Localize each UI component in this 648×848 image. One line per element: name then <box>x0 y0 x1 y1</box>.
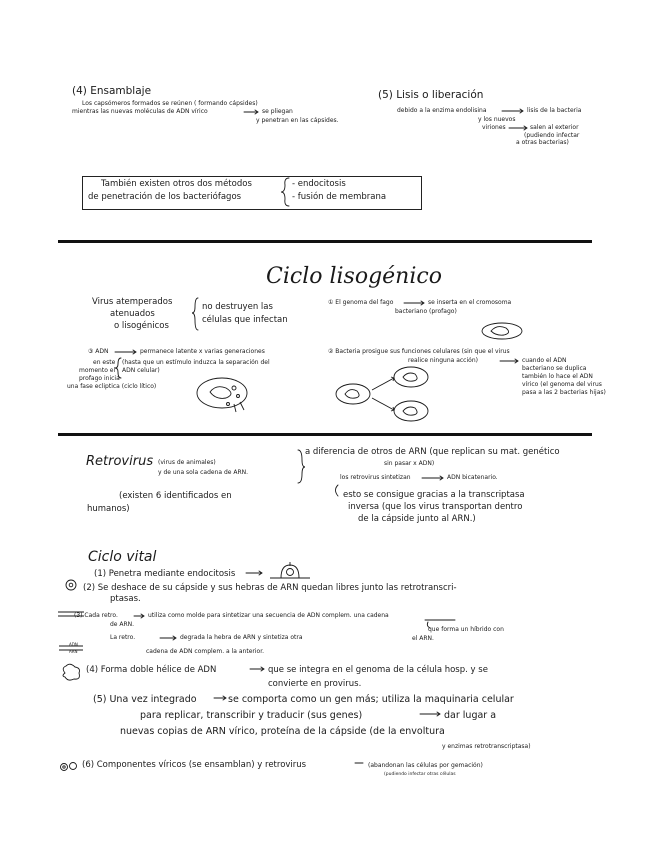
retrovirus-exist1: (existen 6 identificados en <box>119 491 232 501</box>
lisis-line3a: viriones <box>482 124 506 131</box>
lisis-line4: (pudiendo infectar <box>524 132 580 139</box>
retrovirus-r3b: ADN bicatenario. <box>447 474 498 481</box>
lisogenico-title: Ciclo lisogénico <box>266 264 442 289</box>
arrow-step1 <box>404 301 424 305</box>
cv-step3b: utiliza como molde para sintetizar una secuencia de ADN complem. una cadena <box>148 612 389 619</box>
lisis-line1-end: lisis de la bacteria <box>527 107 582 114</box>
margin-icons <box>58 580 84 771</box>
retrovirus-brace <box>298 450 305 483</box>
virus-particle <box>287 569 294 576</box>
retrovirus-r6: de la cápside junto al ARN.) <box>358 514 476 524</box>
arrow-viriones <box>509 126 527 130</box>
box-brace <box>281 178 289 206</box>
step2-l2b: cuando el ADN <box>522 357 567 364</box>
arrow-step3 <box>115 350 136 354</box>
arrow-daughter-2 <box>372 398 394 411</box>
cv-step2b: ptasas. <box>110 594 141 604</box>
host-chromosome <box>210 387 231 399</box>
box-right2: - fusión de membrana <box>292 192 387 202</box>
daughter-chromosome-1 <box>403 373 417 381</box>
arrow-step1-cv <box>246 571 262 575</box>
cv-step5f: y enzimas retrotranscriptasa) <box>442 743 531 750</box>
retrovirus-r4: esto se consigue gracias a la transcriptasa <box>343 490 525 500</box>
cv-step5b: se comporta como un gen más; utiliza la maquinaria celular <box>228 694 514 705</box>
division-sketch <box>336 367 428 421</box>
arrow-step4-cv <box>250 667 264 671</box>
daughter-chromosome-2 <box>403 407 417 415</box>
host-cell-outline <box>197 378 247 408</box>
cv-step3d: que forma un híbrido con <box>428 626 504 633</box>
cv-step5e: nuevas copias de ARN vírico, proteína de la cápside (de la envoltura <box>120 726 445 737</box>
lisis-line3b: salen al exterior <box>530 124 579 131</box>
step1-l1b: se inserta en el cromosoma <box>428 299 512 306</box>
mother-chromosome <box>345 390 359 399</box>
cv-step6b: (abandonan las células por gemación) <box>368 762 483 769</box>
icon-step4-cell <box>63 664 80 680</box>
step3-l3b: ADN celular) <box>122 367 160 374</box>
virus-l3: o lisogénicos <box>114 321 169 331</box>
arrow-step5-cv <box>214 696 226 700</box>
invagination <box>281 565 299 578</box>
ensamblaje-line2: mientras las nuevas moléculas de ADN vírico <box>72 108 208 115</box>
cv-step3h: cadena de ADN complem. a la anterior. <box>146 648 265 655</box>
ensamblaje-arrow-b: y penetran en las cápsides. <box>256 117 339 124</box>
step3-l1b: permanece latente x varias generaciones <box>140 348 265 355</box>
icon-step6-b <box>70 763 77 770</box>
daughter-cell-1 <box>394 367 428 387</box>
step3-l2b: (hasta que un estímulo induzca la separación del <box>122 359 270 366</box>
step3-l1: ③ ADN <box>88 348 109 355</box>
arrow-retrovirus <box>422 476 443 480</box>
icon-step6-a <box>61 764 68 771</box>
phage-dot-1 <box>232 386 236 390</box>
retrovirus-title: Retrovirus <box>86 454 154 469</box>
virus-l2: atenuados <box>110 309 155 319</box>
step3-l3a: momento el <box>79 367 116 374</box>
arrow-step5-dar <box>420 712 440 716</box>
lisis-line1: debido a la enzima endolisina <box>397 107 487 114</box>
arrow-curve-esto <box>336 485 339 496</box>
box-left1: También existen otros dos métodos <box>101 179 252 189</box>
mother-cell <box>336 384 370 404</box>
virus-r1: no destruyen las <box>202 302 273 312</box>
step3-l5: una fase ecliptica (ciclo lítico) <box>67 383 157 390</box>
cv-step6c: (pudiendo infectar otras células <box>384 772 456 777</box>
cv-step5a: (5) Una vez integrado <box>93 694 197 705</box>
box-left2: de penetración de los bacteriófagos <box>88 192 242 202</box>
arrow-step3-cv <box>134 614 144 618</box>
cv-step3a: (3) Cada retro. <box>74 612 118 619</box>
icon-step3-strands <box>58 612 84 616</box>
chromosome-loop <box>491 327 509 336</box>
cv-step6a: (6) Componentes víricos (se ensamblan) y retrovirus <box>82 760 307 770</box>
endocytosis-sketch <box>270 562 310 578</box>
cv-step3c: de ARN. <box>110 621 135 628</box>
virus-r2: células que infectan <box>202 315 288 325</box>
icon-step2-circle <box>66 580 76 590</box>
arrow-pliegan <box>244 110 258 114</box>
retrovirus-r3a: los retrovirus sintetizan <box>340 474 411 481</box>
cv-step4b: que se integra en el genoma de la célula hosp. y se <box>268 665 488 675</box>
virus-l1: Virus atemperados <box>92 297 173 307</box>
prophage-sketch <box>482 323 522 339</box>
cv-step5d: dar lugar a <box>444 710 497 721</box>
lisis-line5: a otras bacterias) <box>516 139 569 146</box>
step2-l4: también lo hace el ADN <box>522 373 593 380</box>
lisis-line2: y los nuevos <box>478 116 516 123</box>
step1-l1: ① El genoma del fago <box>328 299 394 306</box>
step2-l5: vírico (el genoma del virus <box>522 381 602 388</box>
retrovirus-paren1: (virus de animales) <box>158 459 216 466</box>
lisis-title: (5) Lisis o liberación <box>378 89 484 101</box>
bacterium-outline <box>482 323 522 339</box>
retrovirus-r2: sin pasar x ADN) <box>384 460 435 467</box>
hook-formar-hibrido <box>427 622 430 628</box>
step2-l3: bacteriano se duplica <box>522 365 587 372</box>
phage-dot-2 <box>237 395 240 398</box>
retrovirus-exist2: humanos) <box>87 504 130 514</box>
cv-step5c: para replicar, transcribir y traducir (sus genes) <box>140 710 363 721</box>
cv-strand-label-adn: ADN <box>69 642 78 647</box>
icon-step3-hybrid <box>59 646 83 650</box>
step2-l6: pasa a las 2 bacterias hijas) <box>522 389 606 396</box>
cv-step3e: La retro. <box>110 634 136 641</box>
box-right1: - endocitosis <box>292 179 346 189</box>
cv-step3f: degrada la hebra de ARN y sintetiza otra <box>180 634 303 641</box>
retrovirus-r5: inversa (que los virus transportan dentro <box>348 502 523 512</box>
cv-step4a: (4) Forma doble hélice de ADN <box>86 665 217 675</box>
ensamblaje-title: (4) Ensamblaje <box>72 85 152 97</box>
virus-brace <box>192 298 198 330</box>
cv-step1: (1) Penetra mediante endocitosis <box>94 569 236 579</box>
arrow-step2 <box>500 359 518 363</box>
retrovirus-r1: a diferencia de otros de ARN (que replican su mat. genético <box>305 447 560 457</box>
step2-l1: ② Bacteria prosigue sus funciones celulares (sin que el virus <box>328 348 510 355</box>
step1-l2: bacteriano (profago) <box>395 308 457 315</box>
cv-strand-label-arn: ARN <box>69 649 78 654</box>
step3-l2a: en este <box>93 359 116 366</box>
step2-l2: realice ninguna acción) <box>408 357 478 364</box>
arrow-step3-degrada <box>160 636 176 640</box>
ciclo-vital-title: Ciclo vital <box>88 549 157 565</box>
latent-cell-sketch <box>197 378 247 412</box>
retrovirus-line2: y de una sola cadena de ARN. <box>158 469 249 476</box>
icon-step2-core <box>69 583 73 587</box>
cv-step2a: (2) Se deshace de su cápside y sus hebras de ARN quedan libres junto las retrotranscri- <box>83 583 457 593</box>
step3-brace <box>115 358 121 378</box>
daughter-cell-2 <box>394 401 428 421</box>
arrow-lisis <box>502 109 523 113</box>
step3-l4: profago inicia <box>79 375 120 382</box>
arrow-daughter-1 <box>372 377 394 390</box>
ensamblaje-line1: Los capsómeros formados se reúnen ( formando cápsides) <box>82 100 258 107</box>
cv-step3g: el ARN. <box>412 635 434 642</box>
cv-step4c: convierte en provirus. <box>268 679 362 689</box>
ensamblaje-arrow-a: se pliegan <box>262 108 293 115</box>
phage-dot-3 <box>227 403 230 406</box>
icon-step6-a-core <box>63 766 65 768</box>
